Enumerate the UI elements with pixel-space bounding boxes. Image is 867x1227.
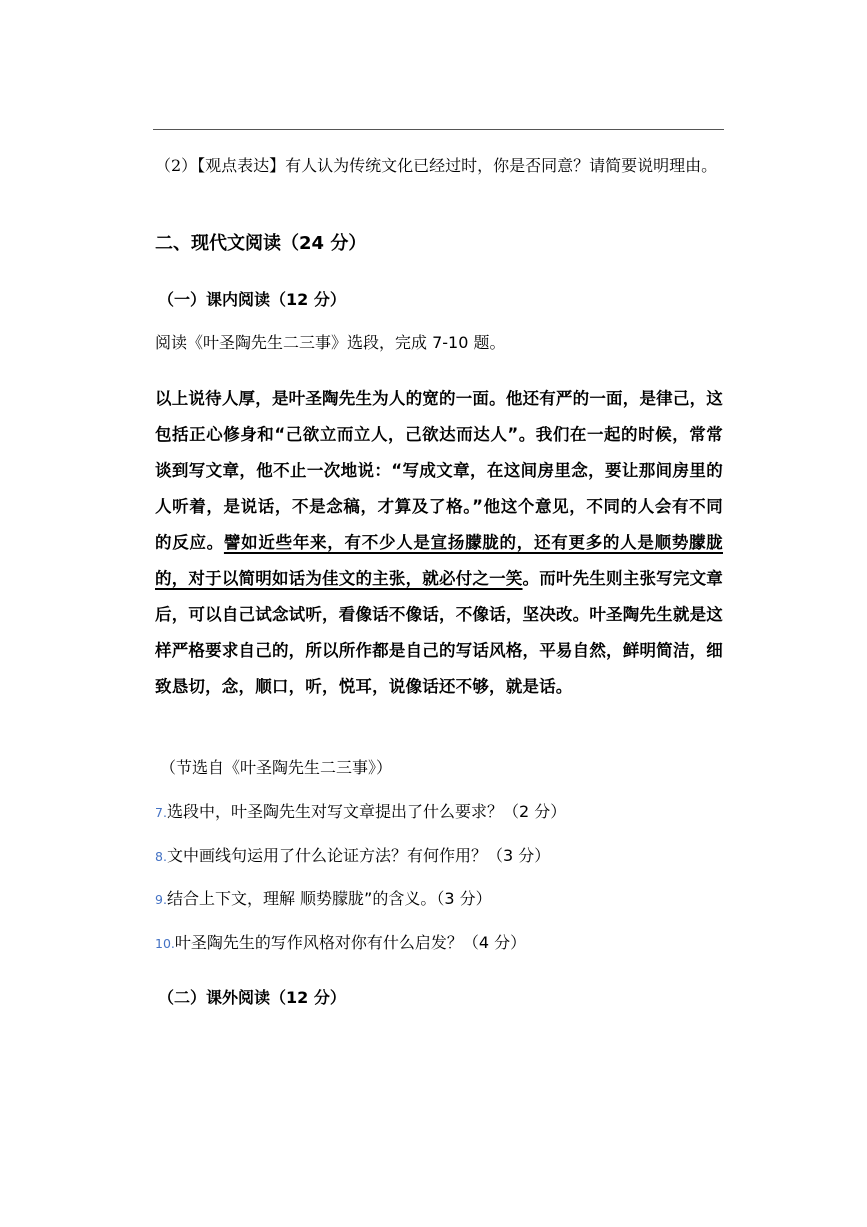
question-number: 7. <box>155 805 167 820</box>
reading-instruction: 阅读《叶圣陶先生二三事》选段，完成 7-10 题。 <box>155 333 506 352</box>
subsection-title-in-class-reading: （一）课内阅读（12 分） <box>158 290 346 309</box>
question-8 <box>155 843 723 870</box>
question-2: （2）【观点表达】有人认为传统文化已经过时，你是否同意？请简要说明理由。 <box>155 156 718 175</box>
question-9 <box>155 886 723 913</box>
question-number: 9. <box>155 892 167 907</box>
question-10 <box>155 930 723 957</box>
passage-text-before: 以上说待人厚，是叶圣陶先生为人的宽的一面。他还有严的一面，是律己，这包括正心修身和“己欲立而立人，己欲达而达人”。我们在一起的时候，常常谈到写文章，他不止一次地说：“写成文章，在这间房里念，要让那间房里的人听着，是说话，不是念稿，才算及了格。”他这个意见，不同的人会有不同的反应。 <box>155 389 723 552</box>
question-text: 选段中，叶圣陶先生对写文章提出了什么要求？（2 分） <box>166 802 567 821</box>
passage-source: （节选自《叶圣陶先生二三事》） <box>160 758 393 777</box>
question-number: 10. <box>155 936 175 951</box>
section-title-modern-reading: 二、现代文阅读（24 分） <box>155 233 367 254</box>
header-divider <box>153 129 724 130</box>
question-number: 8. <box>155 849 167 864</box>
reading-passage <box>155 381 723 705</box>
question-text: 结合上下文，理解 顺势朦胧”的含义。（3 分） <box>166 889 492 908</box>
question-text: 叶圣陶先生的写作风格对你有什么启发？（4 分） <box>174 933 527 952</box>
passage-text-after: 。而叶先生则主张写完文章后，可以自己试念试听，看像话不像话，不像话，坚决改。叶圣陶先生就是这样严格要求自己的，所以所作都是自己的写话风格，平易自然，鲜明简洁，细致恳切，念，顺口，听，悦耳，说像话还不够，就是话。 <box>155 569 723 696</box>
question-text: 文中画线句运用了什么论证方法？有何作用？（3 分） <box>166 846 551 865</box>
subsection-title-extracurricular-reading: （二）课外阅读（12 分） <box>158 988 346 1007</box>
passage-underlined-sentence: 譬如近些年来，有不少人是宣扬朦胧的，还有更多的人是顺势朦胧的，对于以简明如话为佳文的主张，就必付之一笑 <box>155 533 723 588</box>
question-7 <box>155 799 723 826</box>
